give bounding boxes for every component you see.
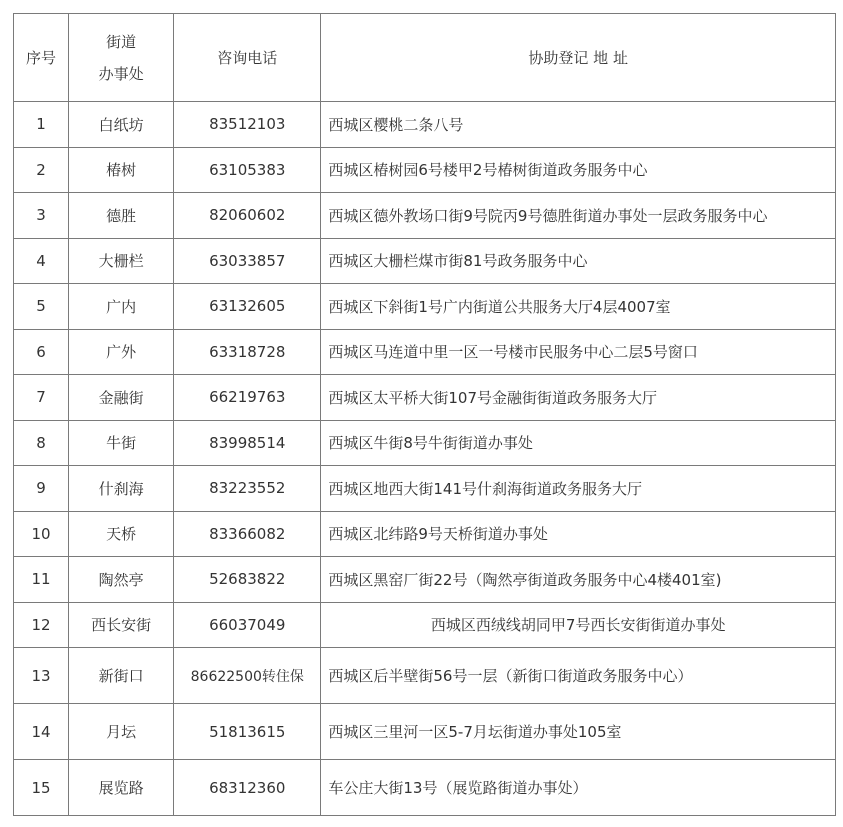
row-address: 西城区椿树园6号楼甲2号椿树街道政务服务中心 bbox=[321, 147, 836, 193]
header-row bbox=[14, 14, 836, 102]
row-office: 什刹海 bbox=[69, 466, 174, 512]
row-no: 5 bbox=[14, 284, 69, 330]
row-phone: 52683822 bbox=[174, 557, 321, 603]
row-address: 西城区黑窑厂街22号（陶然亭街道政务服务中心4楼401室) bbox=[321, 557, 836, 603]
row-no: 3 bbox=[14, 193, 69, 239]
row-office: 牛街 bbox=[69, 420, 174, 466]
row-phone: 51813615 bbox=[174, 704, 321, 760]
row-phone: 83512103 bbox=[174, 102, 321, 148]
row-office: 大栅栏 bbox=[69, 238, 174, 284]
table-row bbox=[14, 704, 836, 760]
row-no: 10 bbox=[14, 511, 69, 557]
row-address: 西城区后半壁街56号一层（新街口街道政务服务中心） bbox=[321, 648, 836, 704]
row-phone: 86622500转住保 bbox=[174, 648, 321, 704]
row-address: 西城区下斜街1号广内街道公共服务大厅4层4007室 bbox=[321, 284, 836, 330]
table-row bbox=[14, 238, 836, 284]
row-phone: 66037049 bbox=[174, 602, 321, 648]
row-address: 西城区马连道中里一区一号楼市民服务中心二层5号窗口 bbox=[321, 329, 836, 375]
row-address: 西城区大栅栏煤市街81号政务服务中心 bbox=[321, 238, 836, 284]
header-phone: 咨询电话 bbox=[174, 14, 321, 102]
table-row bbox=[14, 648, 836, 704]
row-no: 7 bbox=[14, 375, 69, 421]
row-office: 广外 bbox=[69, 329, 174, 375]
table-row bbox=[14, 375, 836, 421]
row-office: 陶然亭 bbox=[69, 557, 174, 603]
row-phone: 63132605 bbox=[174, 284, 321, 330]
row-address: 西城区三里河一区5-7月坛街道办事处105室 bbox=[321, 704, 836, 760]
table-row bbox=[14, 329, 836, 375]
row-no: 2 bbox=[14, 147, 69, 193]
row-no: 14 bbox=[14, 704, 69, 760]
row-address: 西城区德外教场口街9号院丙9号德胜街道办事处一层政务服务中心 bbox=[321, 193, 836, 239]
row-office: 西长安街 bbox=[69, 602, 174, 648]
header-office-line2: 办事处 bbox=[98, 64, 144, 83]
row-office: 德胜 bbox=[69, 193, 174, 239]
row-office: 椿树 bbox=[69, 147, 174, 193]
row-phone: 63105383 bbox=[174, 147, 321, 193]
row-address: 西城区西绒线胡同甲7号西长安街街道办事处 bbox=[321, 602, 836, 648]
row-no: 9 bbox=[14, 466, 69, 512]
table-row bbox=[14, 466, 836, 512]
row-office: 广内 bbox=[69, 284, 174, 330]
table-row bbox=[14, 420, 836, 466]
row-phone: 63318728 bbox=[174, 329, 321, 375]
row-address: 车公庄大街13号（展览路街道办事处） bbox=[321, 760, 836, 816]
row-address: 西城区北纬路9号天桥街道办事处 bbox=[321, 511, 836, 557]
row-no: 1 bbox=[14, 102, 69, 148]
table-header bbox=[14, 14, 836, 102]
row-office: 天桥 bbox=[69, 511, 174, 557]
header-no: 序号 bbox=[14, 14, 69, 102]
table-row bbox=[14, 193, 836, 239]
row-address: 西城区牛街8号牛街街道办事处 bbox=[321, 420, 836, 466]
header-office-line1: 街道 bbox=[106, 32, 137, 51]
table-row bbox=[14, 511, 836, 557]
row-no: 8 bbox=[14, 420, 69, 466]
row-no: 13 bbox=[14, 648, 69, 704]
row-phone: 82060602 bbox=[174, 193, 321, 239]
table-row bbox=[14, 147, 836, 193]
row-no: 15 bbox=[14, 760, 69, 816]
header-address: 协助登记 地 址 bbox=[321, 14, 836, 102]
row-office: 新街口 bbox=[69, 648, 174, 704]
row-address: 西城区地西大街141号什刹海街道政务服务大厅 bbox=[321, 466, 836, 512]
table-row bbox=[14, 760, 836, 816]
registration-table bbox=[13, 13, 836, 816]
row-no: 12 bbox=[14, 602, 69, 648]
row-no: 11 bbox=[14, 557, 69, 603]
row-phone: 83223552 bbox=[174, 466, 321, 512]
row-phone: 68312360 bbox=[174, 760, 321, 816]
table-row bbox=[14, 102, 836, 148]
header-office bbox=[69, 14, 174, 102]
row-phone: 63033857 bbox=[174, 238, 321, 284]
table-row bbox=[14, 602, 836, 648]
row-no: 4 bbox=[14, 238, 69, 284]
row-office: 白纸坊 bbox=[69, 102, 174, 148]
row-phone: 83366082 bbox=[174, 511, 321, 557]
row-phone: 83998514 bbox=[174, 420, 321, 466]
row-no: 6 bbox=[14, 329, 69, 375]
row-address: 西城区樱桃二条八号 bbox=[321, 102, 836, 148]
row-phone: 66219763 bbox=[174, 375, 321, 421]
row-office: 月坛 bbox=[69, 704, 174, 760]
table-body bbox=[14, 102, 836, 816]
table-row bbox=[14, 557, 836, 603]
table-row bbox=[14, 284, 836, 330]
row-office: 金融街 bbox=[69, 375, 174, 421]
row-office: 展览路 bbox=[69, 760, 174, 816]
row-address: 西城区太平桥大街107号金融街街道政务服务大厅 bbox=[321, 375, 836, 421]
